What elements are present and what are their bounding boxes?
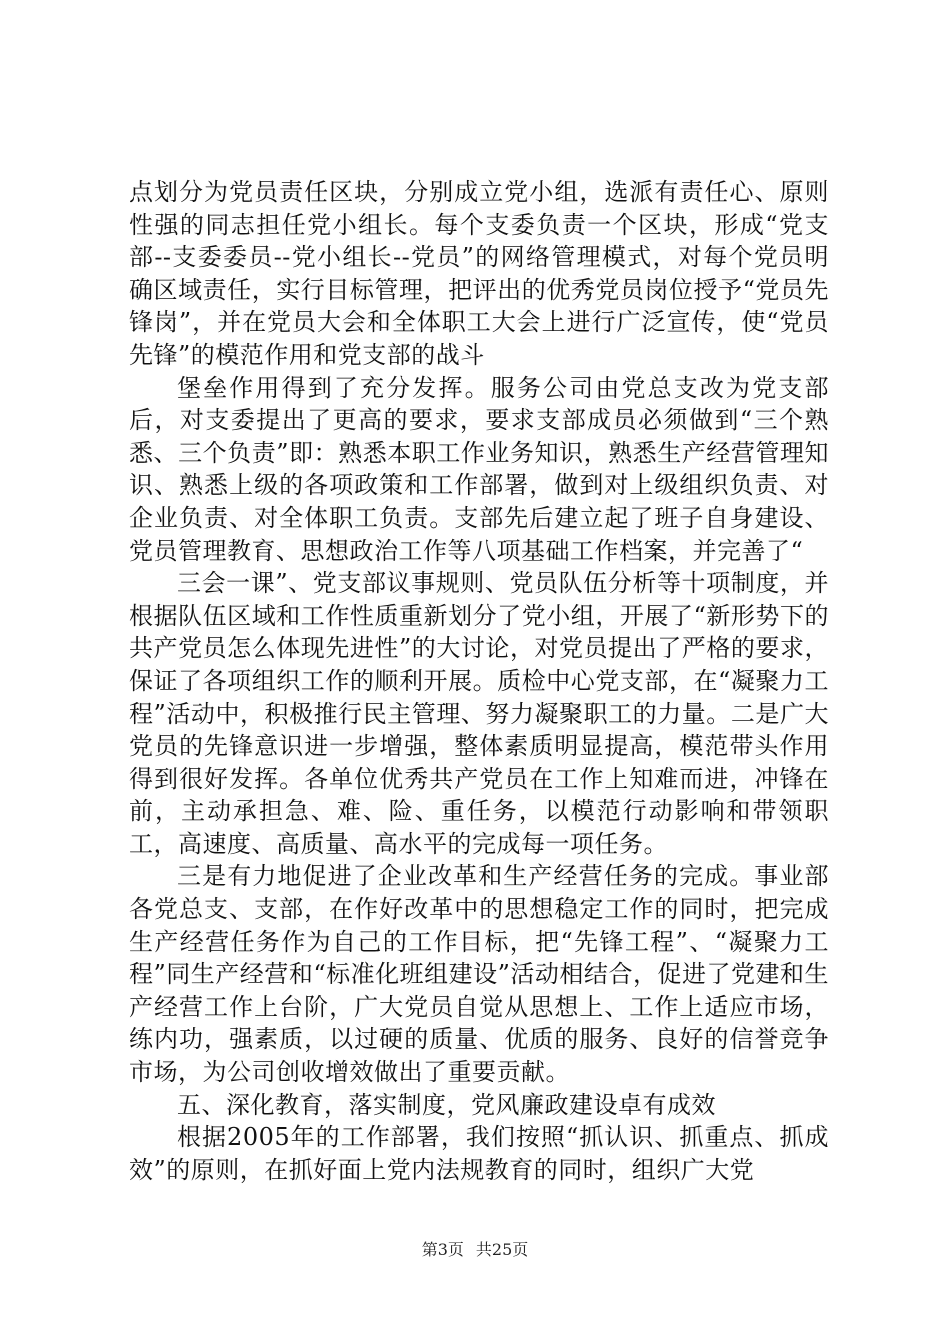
paragraph-3: 三会一课”、党支部议事规则、党员队伍分析等十项制度，并根据队伍区域和工作性质重新划分了党小组，开展了“新形势下的共产党员怎么体现先进性”的大讨论，对党员提出了严格的要求，保证了各项组织工作的顺利开展。质检中心党支部，在“凝聚力工程”活动中，积极推行民主管理、努力凝聚职工的力量。二是广大党员的先锋意识进一步增强，整体素质明显提高，模范带头作用得到很好发挥。各单位优秀共产党员在工作上知难而进，冲锋在前，主动承担急、难、险、重任务，以模范行动影响和带领职工，高速度、高质量、高水平的完成每一项任务。 — [129, 569, 829, 858]
page-total: 共25页 — [475, 1240, 529, 1259]
document-body — [129, 176, 829, 1186]
paragraph-4: 三是有力地促进了企业改革和生产经营任务的完成。事业部各党总支、支部，在作好改革中的思想稳定工作的同时，把完成生产经营任务作为自己的工作目标，把“先锋工程”、“凝聚力工程”同生产经营和“标准化班组建设”活动相结合，促进了党建和生产经营工作上台阶，广大党员自觉从思想上、工作上适应市场，练内功，强素质，以过硬的质量、优质的服务、良好的信誉竞争市场，为公司创收增效做出了重要贡献。 — [129, 862, 829, 1087]
page-footer — [0, 1240, 950, 1260]
paragraph-2: 堡垒作用得到了充分发挥。服务公司由党总支改为党支部后，对支委提出了更高的要求，要求支部成员必须做到“三个熟悉、三个负责”即：熟悉本职工作业务知识，熟悉生产经营管理知识、熟悉上级的各项政策和工作部署，做到对上级组织负责、对企业负责、对全体职工负责。支部先后建立起了班子自身建设、党员管理教育、思想政治工作等八项基础工作档案，并完善了“ — [129, 373, 829, 565]
paragraph-1: 点划分为党员责任区块，分别成立党小组，选派有责任心、原则性强的同志担任党小组长。每个支委负责一个区块，形成“党支部--支委委员--党小组长--党员”的网络管理模式，对每个党员明确区域责任，实行目标管理，把评出的优秀党员岗位授予“党员先锋岗”，并在党员大会和全体职工大会上进行广泛宣传，使“党员先锋”的模范作用和党支部的战斗 — [129, 178, 829, 369]
paragraph-5: 根据2005年的工作部署，我们按照“抓认识、抓重点、抓成效”的原则，在抓好面上党内法规教育的同时，组织广大党 — [129, 1123, 829, 1184]
page-number: 第3页 — [421, 1240, 464, 1259]
section-heading: 五、深化教育，落实制度，党风廉政建设卓有成效 — [177, 1090, 716, 1119]
